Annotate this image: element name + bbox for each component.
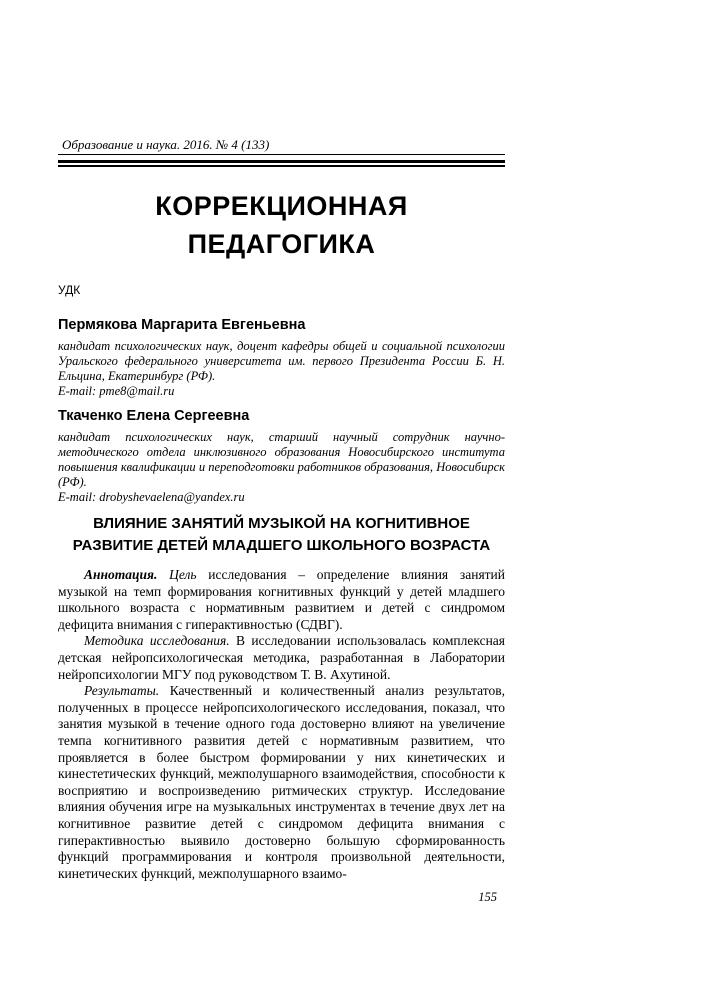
author-2-name: Ткаченко Елена Сергеевна <box>58 408 250 424</box>
abstract-annotation-text: исследования – определение влияния занятий музыкой на темп формирования когнитивных функций у детей младшего школьного возраста с нормативным развитием и детей с синдромом дефицита внимания с гиперактивностью (СДВГ). <box>58 567 506 632</box>
abstract-goal-lead: Цель <box>169 567 197 582</box>
header-rule-thick-bottom <box>58 165 505 167</box>
author-1-email: E-mail: pme8@mail.ru <box>58 384 175 398</box>
author-2-bio: кандидат психологических наук, старший научный сотрудник научно-методического отдела инклюзивного образования Новосибирского института повышения квалификации и переподготовки работников образования, Новосибирск (РФ). <box>58 430 505 489</box>
abstract-paragraph-methods <box>58 633 505 683</box>
abstract <box>58 567 505 882</box>
abstract-results-label: Результаты. <box>84 683 160 699</box>
abstract-paragraph-results <box>58 683 505 882</box>
section-title-line-1: КОРРЕКЦИОННАЯ <box>155 191 408 221</box>
author-1-name: Пермякова Маргарита Евгеньевна <box>58 317 306 333</box>
article-title <box>58 513 505 557</box>
header-rule-thick-top <box>58 160 505 163</box>
page-content <box>58 137 505 905</box>
section-title <box>58 187 505 263</box>
article-title-line-1: ВЛИЯНИЕ ЗАНЯТИЙ МУЗЫКОЙ НА КОГНИТИВНОЕ <box>93 515 470 532</box>
abstract-results-text: Качественный и количественный анализ результатов, полученных в процессе нейропсихологического исследования, показал, что занятия музыкой в течение одного года достоверно влияют на увеличение темпа когнитивного развития детей с нормативным развитием, что проявляется в более быстром формировании у них кинетических и кинестетических функций, межполушарного взаимодействия, способности к восприятию и воспроизведению ритмических структур. Исследование влияния обучения игре на музыкальных инструментах в течение двух лет на когнитивное развитие детей с синдромом дефицита внимания с гиперактивностью выявило достоверно большую сформированность функций программирования и контроля произвольной деятельности, кинетических функций, межполушарного взаимо- <box>58 683 505 881</box>
header-rule-thin <box>58 154 505 155</box>
abstract-annotation-label: Аннотация. <box>84 567 158 582</box>
author-1-bio: кандидат психологических наук, доцент кафедры общей и социальной психологии Уральского федерального университета им. первого Президента России Б. Н. Ельцина, Екатеринбург (РФ). <box>58 339 505 383</box>
udk-label: УДК <box>58 283 81 297</box>
running-head: Образование и наука. 2016. № 4 (133) <box>62 137 270 152</box>
page-number: 155 <box>478 890 497 905</box>
section-title-line-2: ПЕДАГОГИКА <box>187 229 376 259</box>
abstract-paragraph-annotation <box>58 567 505 633</box>
abstract-methods-text: В исследовании использовалась комплексная детская нейропсихологическая методика, разработанная в Лаборатории нейропсихологии МГУ под руководством Т. В. Ахутиной. <box>58 633 506 682</box>
abstract-methods-label: Методика исследования. <box>84 633 230 649</box>
article-title-line-2: РАЗВИТИЕ ДЕТЕЙ МЛАДШЕГО ШКОЛЬНОГО ВОЗРАСТА <box>72 537 491 554</box>
author-2-email: E-mail: drobyshevaelena@yandex.ru <box>58 490 245 504</box>
